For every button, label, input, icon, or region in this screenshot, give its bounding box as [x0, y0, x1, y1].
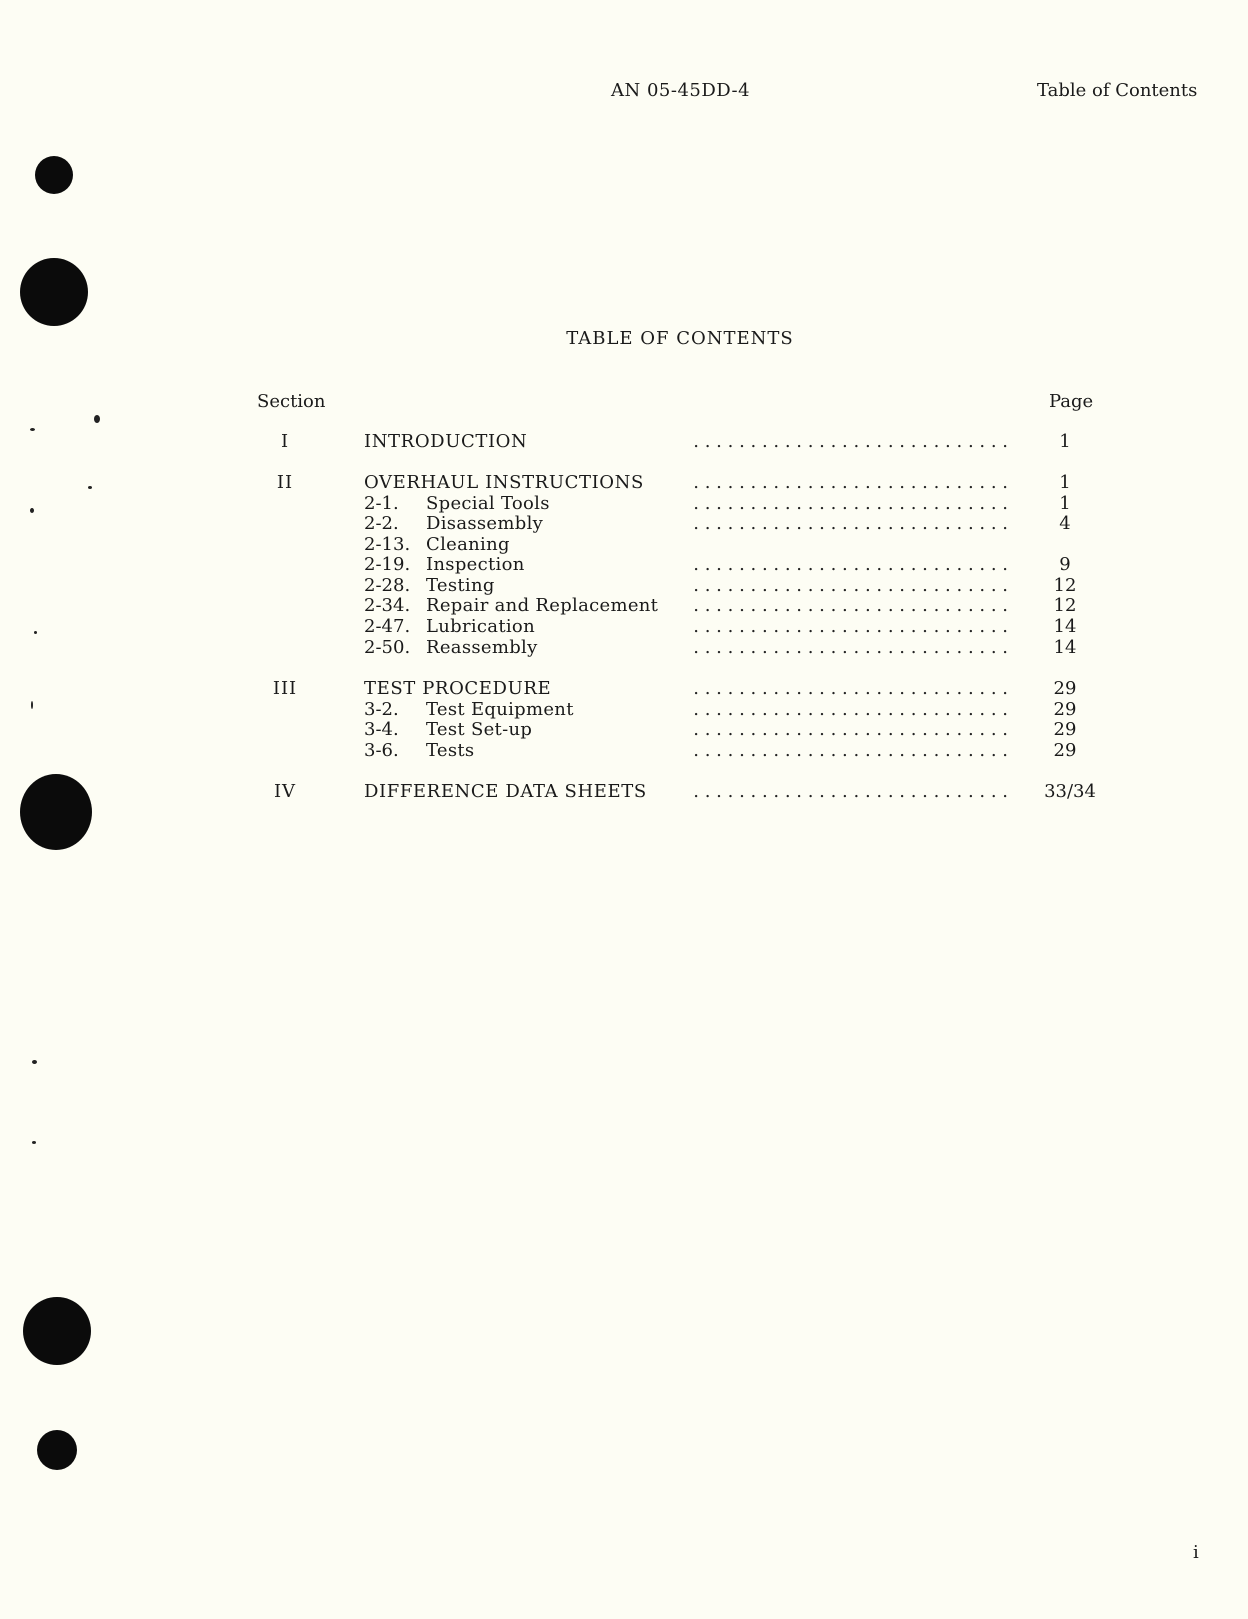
toc-page-number: 9 — [1059, 554, 1071, 575]
toc-paragraph-number: 3-2. — [364, 699, 399, 720]
toc-entry-label: Testing — [426, 575, 495, 596]
toc-paragraph-number: 3-4. — [364, 719, 399, 740]
toc-entry-label: Tests — [426, 740, 475, 761]
toc-entry-label: Repair and Replacement — [426, 595, 659, 616]
toc-paragraph-number: 2-19. — [364, 554, 411, 575]
dot-leader: . . . . . . . . . . . . . . . . . . . . . . . . . . . . — [693, 514, 1008, 534]
toc-entry-label: Test Set-up — [426, 719, 533, 740]
binder-hole-4 — [23, 1297, 91, 1365]
scan-speck — [32, 1060, 37, 1064]
toc-page-number: 14 — [1053, 616, 1077, 637]
toc-entry-lubrication[interactable] — [0, 617, 1248, 637]
toc-paragraph-number: 2-50. — [364, 637, 411, 658]
toc-section-number: IV — [273, 781, 297, 802]
dot-leader: . . . . . . . . . . . . . . . . . . . . . . . . . . . . — [693, 720, 1008, 740]
toc-page-number: 1 — [1059, 472, 1071, 493]
toc-entry-introduction[interactable] — [0, 432, 1248, 452]
toc-page-number: 29 — [1053, 719, 1077, 740]
toc-page-number: 12 — [1053, 595, 1077, 616]
toc-entry-label: Special Tools — [426, 493, 550, 514]
toc-entry-reassembly[interactable] — [0, 638, 1248, 658]
toc-section-number: II — [276, 472, 294, 493]
toc-page-number: 1 — [1059, 431, 1071, 452]
binder-hole-1 — [35, 156, 73, 194]
dot-leader: . . . . . . . . . . . . . . . . . . . . . . . . . . . . — [693, 555, 1008, 575]
toc-entry-label: Reassembly — [426, 637, 538, 658]
toc-page-number: 29 — [1053, 740, 1077, 761]
toc-entry-test-procedure[interactable] — [0, 679, 1248, 699]
binder-hole-2 — [20, 258, 88, 326]
toc-paragraph-number: 2-1. — [364, 493, 399, 514]
toc-page-number: 29 — [1053, 678, 1077, 699]
toc-entry-disassembly[interactable] — [0, 514, 1248, 534]
toc-entry-label: DIFFERENCE DATA SHEETS — [364, 781, 647, 802]
page-folio: i — [1193, 1542, 1199, 1563]
scan-speck — [94, 415, 100, 423]
toc-entry-inspection[interactable] — [0, 555, 1248, 575]
toc-entry-cleaning[interactable] — [0, 535, 1248, 555]
scan-speck — [32, 1141, 36, 1144]
toc-entry-tests[interactable] — [0, 741, 1248, 761]
toc-paragraph-number: 2-13. — [364, 534, 411, 555]
toc-entry-test-equipment[interactable] — [0, 700, 1248, 720]
scan-speck — [30, 428, 35, 431]
toc-entry-label: Disassembly — [426, 513, 544, 534]
toc-entry-label: Cleaning — [426, 534, 510, 555]
toc-page-number: 4 — [1059, 513, 1071, 534]
toc-entry-repair-and-replacement[interactable] — [0, 596, 1248, 616]
dot-leader: . . . . . . . . . . . . . . . . . . . . . . . . . . . . — [693, 741, 1008, 761]
dot-leader: . . . . . . . . . . . . . . . . . . . . . . . . . . . . — [693, 679, 1008, 699]
toc-entry-label: INTRODUCTION — [364, 431, 528, 452]
dot-leader: . . . . . . . . . . . . . . . . . . . . . . . . . . . . — [693, 638, 1008, 658]
toc-entry-label: Inspection — [426, 554, 525, 575]
dot-leader: . . . . . . . . . . . . . . . . . . . . . . . . . . . . — [693, 617, 1008, 637]
page-column-header: Page — [1049, 391, 1094, 412]
toc-section-number: I — [280, 431, 290, 452]
toc-page-number: 33/34 — [1044, 781, 1096, 802]
toc-entry-label: Test Equipment — [426, 699, 574, 720]
toc-entry-label: OVERHAUL INSTRUCTIONS — [364, 472, 644, 493]
toc-entry-testing[interactable] — [0, 576, 1248, 596]
running-head: Table of Contents — [1037, 80, 1198, 101]
document-number: AN 05-45DD-4 — [611, 80, 751, 101]
dot-leader: . . . . . . . . . . . . . . . . . . . . . . . . . . . . — [693, 782, 1008, 802]
dot-leader: . . . . . . . . . . . . . . . . . . . . . . . . . . . . — [693, 494, 1008, 514]
dot-leader: . . . . . . . . . . . . . . . . . . . . . . . . . . . . — [693, 432, 1008, 452]
toc-paragraph-number: 2-47. — [364, 616, 411, 637]
toc-entry-label: Lubrication — [426, 616, 535, 637]
toc-page-number: 12 — [1053, 575, 1077, 596]
binder-hole-5 — [37, 1430, 77, 1470]
toc-entry-label: TEST PROCEDURE — [364, 678, 552, 699]
toc-entry-test-set-up[interactable] — [0, 720, 1248, 740]
dot-leader: . . . . . . . . . . . . . . . . . . . . . . . . . . . . — [693, 473, 1008, 493]
dot-leader: . . . . . . . . . . . . . . . . . . . . . . . . . . . . — [693, 576, 1008, 596]
toc-paragraph-number: 2-28. — [364, 575, 411, 596]
toc-entry-overhaul-instructions[interactable] — [0, 473, 1248, 493]
page-title: TABLE OF CONTENTS — [566, 328, 794, 349]
toc-paragraph-number: 2-34. — [364, 595, 411, 616]
dot-leader: . . . . . . . . . . . . . . . . . . . . . . . . . . . . — [693, 596, 1008, 616]
toc-section-number: III — [272, 678, 298, 699]
toc-paragraph-number: 3-6. — [364, 740, 399, 761]
toc-paragraph-number: 2-2. — [364, 513, 399, 534]
toc-page-number: 29 — [1053, 699, 1077, 720]
toc-page-number: 14 — [1053, 637, 1077, 658]
toc-entry-difference-data-sheets[interactable] — [0, 782, 1248, 802]
toc-entry-special-tools[interactable] — [0, 494, 1248, 514]
dot-leader: . . . . . . . . . . . . . . . . . . . . . . . . . . . . — [693, 700, 1008, 720]
section-column-header: Section — [257, 391, 326, 412]
toc-page-number: 1 — [1059, 493, 1071, 514]
